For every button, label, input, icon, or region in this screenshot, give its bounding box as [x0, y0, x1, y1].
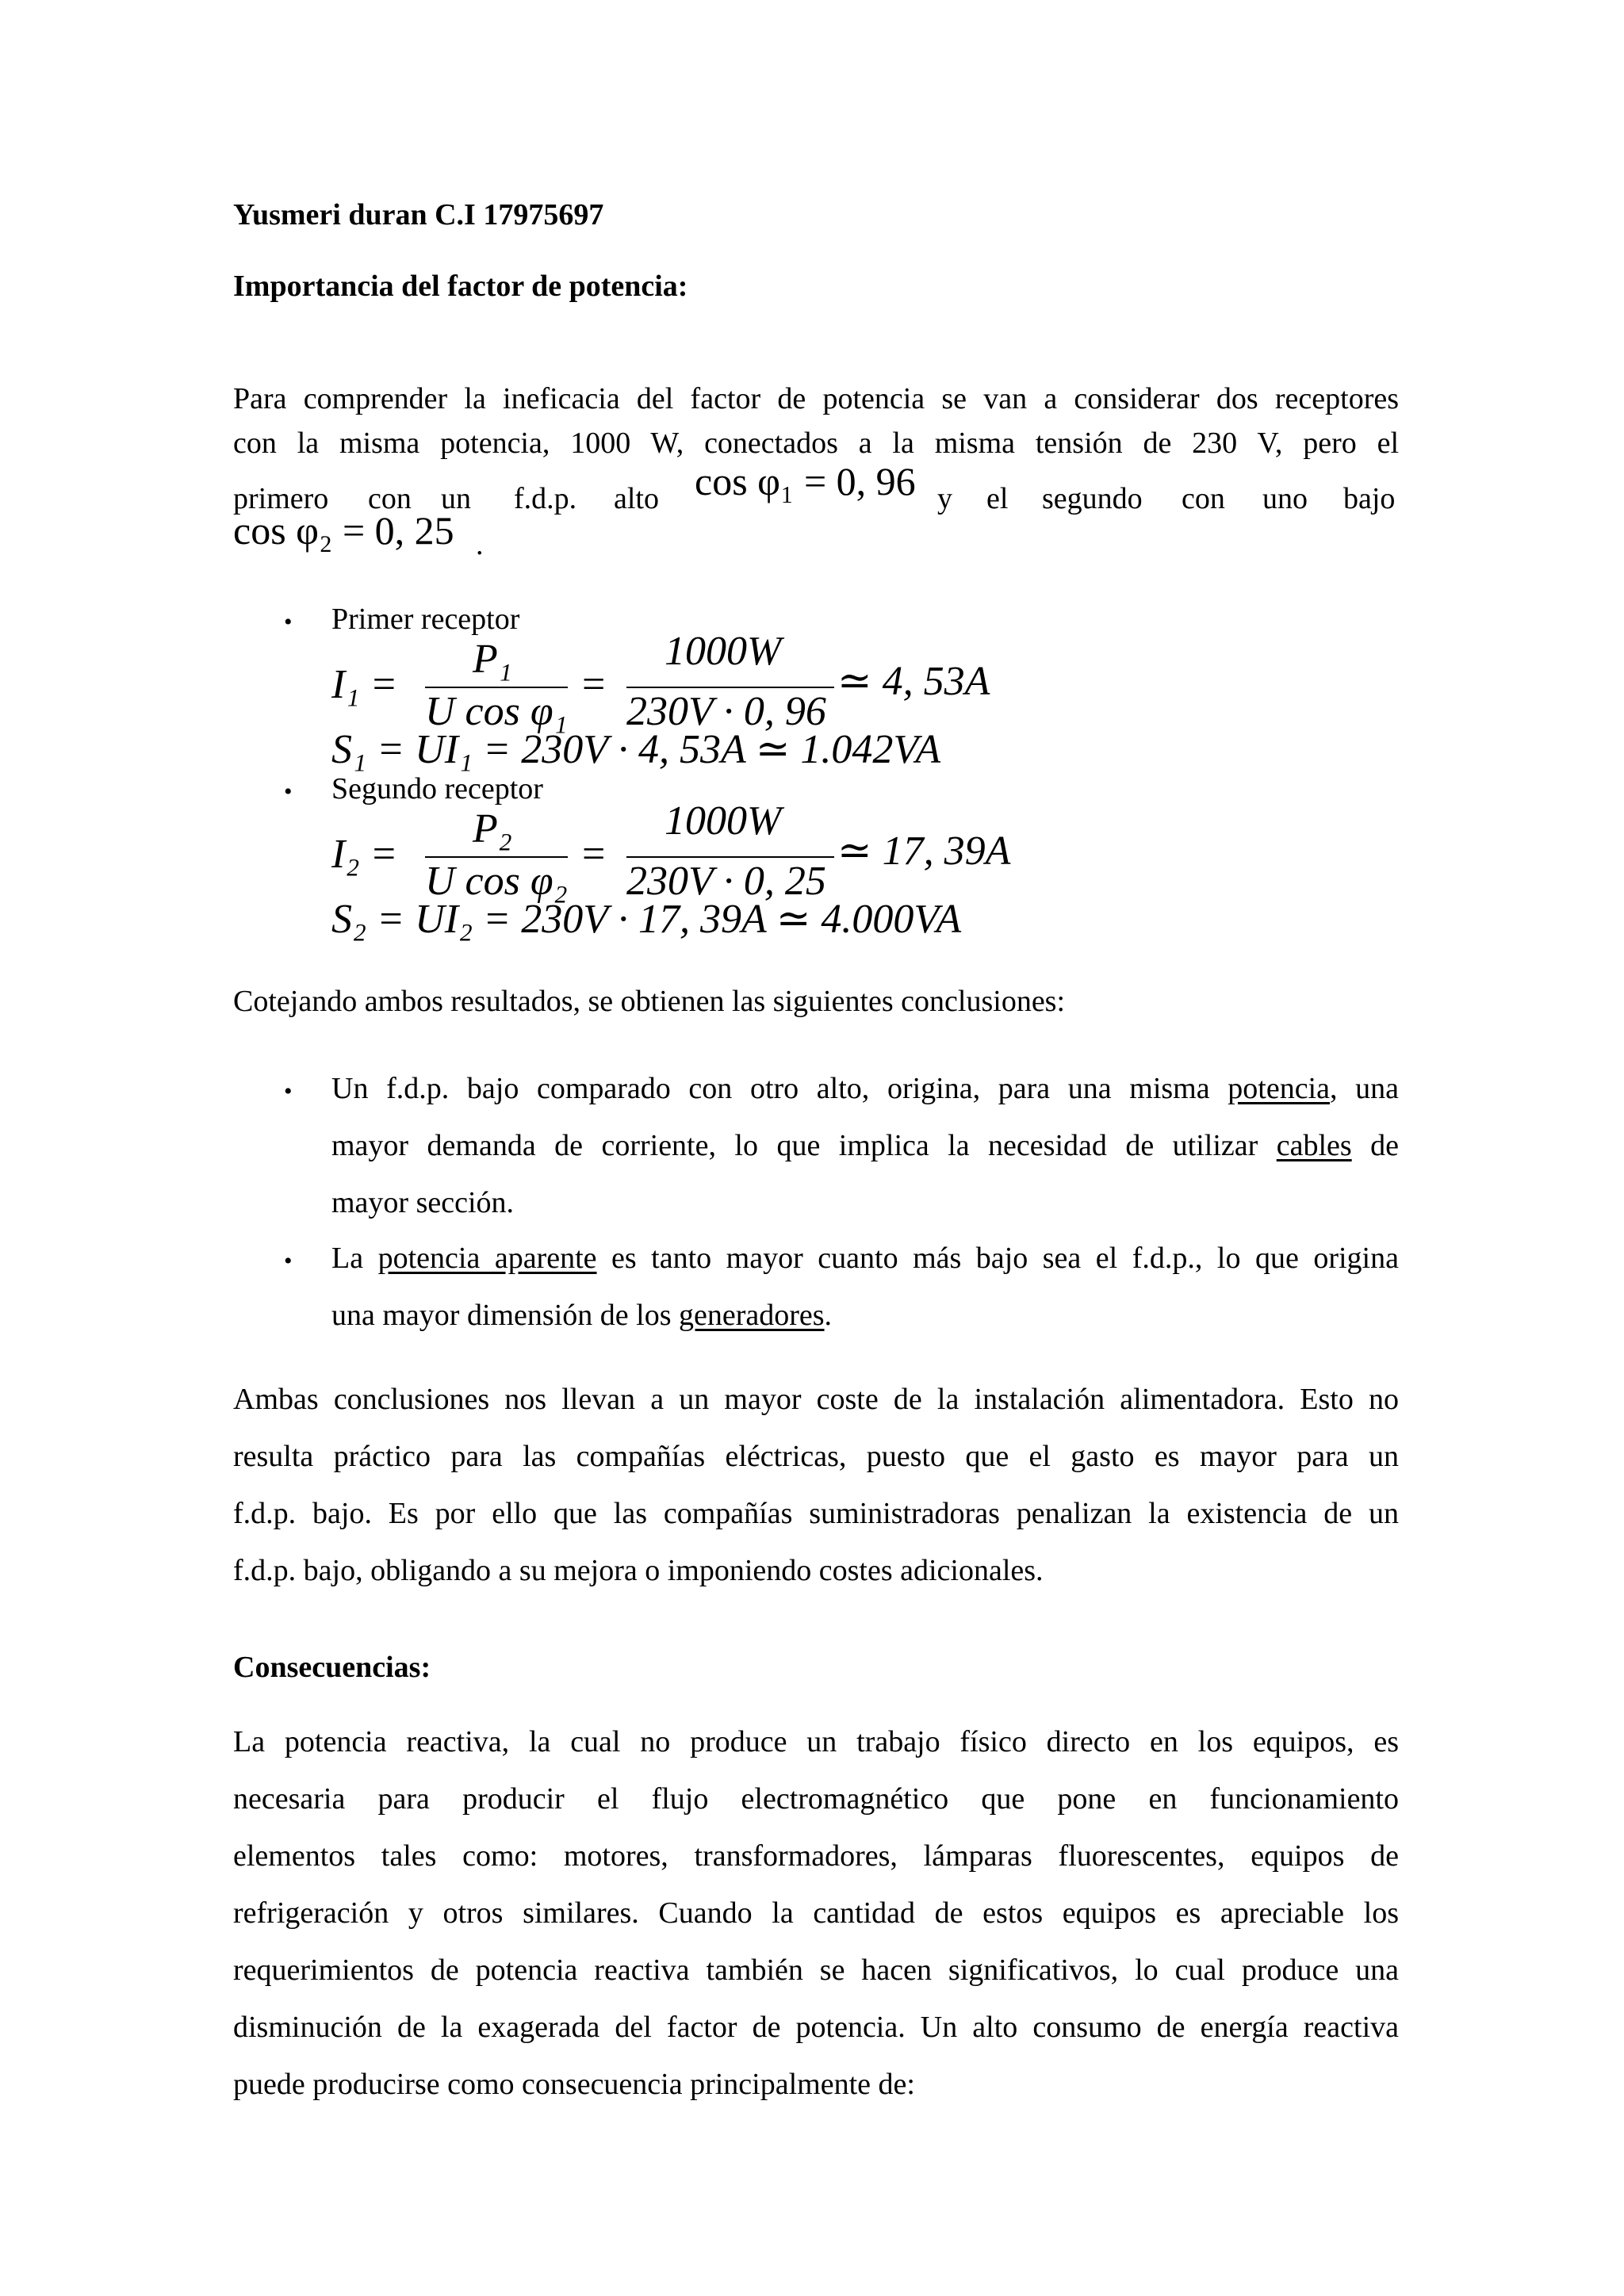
receptor-2-frac2-den: 230V · 0, 25: [626, 859, 826, 904]
para2-line-4: f.d.p. bajo, obligando a su mejora o imponiendo costes adicionales.: [233, 1554, 1044, 1587]
receptor-1-frac1-num: P₁: [473, 637, 512, 682]
equals-sign: =: [582, 832, 606, 877]
receptor-1-current-result: ≃ 4, 53A: [837, 659, 990, 704]
receptor-2-label: Segundo receptor: [331, 772, 543, 806]
receptor-1-current-lhs: I₁ =: [331, 662, 398, 707]
bullet-dot: •: [284, 779, 293, 805]
receptor-2-current-lhs: I₂ =: [331, 832, 398, 877]
section-title-consecuencias: Consecuencias:: [233, 1651, 431, 1684]
section-title-importancia: Importancia del factor de potencia:: [233, 270, 688, 303]
consecuencias-line-7: puede producirse como consecuencia principalmente de:: [233, 2068, 915, 2101]
conclusions-lead: Cotejando ambos resultados, se obtienen las siguientes conclusiones:: [233, 985, 1066, 1018]
receptor-2-frac1-den: U cos φ₂: [425, 859, 568, 904]
fraction-bar: [626, 687, 834, 688]
receptor-1-frac2-num: 1000W: [665, 629, 782, 674]
consecuencias-line-1: La potencia reactiva, la cual no produce un trabajo físico directo en los equipos, es: [233, 1725, 1399, 1758]
equals-sign: =: [582, 662, 606, 707]
intro-word: con: [1182, 482, 1225, 515]
consecuencias-line-3: elementos tales como: motores, transformadores, lámparas fluorescentes, equipos de: [233, 1839, 1399, 1873]
para2-line-1: Ambas conclusiones nos llevan a un mayor coste de la instalación alimentadora. Esto no: [233, 1383, 1399, 1416]
intro-word: y: [937, 482, 952, 515]
author-line: Yusmeri duran C.I 17975697: [233, 198, 604, 232]
receptor-1-label: Primer receptor: [331, 603, 520, 636]
bullet-dot: •: [284, 1078, 293, 1104]
conclusion-2-line-1: La potencia aparente es tanto mayor cuanto más bajo sea el f.d.p., lo que origina: [331, 1242, 1399, 1275]
intro-word: alto: [614, 482, 659, 515]
fraction-bar: [425, 687, 568, 688]
intro-word: uno: [1262, 482, 1308, 515]
bullet-dot: •: [284, 1248, 293, 1274]
link-potencia-aparente[interactable]: potencia aparente: [377, 1242, 597, 1275]
intro-word: con: [368, 482, 412, 515]
receptor-2-frac1-num: P₂: [473, 806, 512, 851]
formula-cos-phi-2: cos φ₂ = 0, 25: [233, 508, 454, 553]
intro-line-4-end: .: [476, 528, 484, 561]
intro-word: el: [986, 482, 1009, 515]
receptor-2-current-result: ≃ 17, 39A: [837, 828, 1011, 874]
intro-word: segundo: [1042, 482, 1143, 515]
bullet-dot: •: [284, 609, 293, 635]
para2-line-2: resulta práctico para las compañías eléctricas, puesto que el gasto es mayor para un: [233, 1440, 1399, 1473]
para2-line-3: f.d.p. bajo. Es por ello que las compañías suministradoras penalizan la existencia de un: [233, 1497, 1399, 1530]
receptor-1-frac2-den: 230V · 0, 96: [626, 689, 826, 734]
conclusion-2-line-2: una mayor dimensión de los generadores.: [331, 1299, 833, 1332]
intro-word: bajo: [1343, 482, 1396, 515]
conclusion-1-line-2: mayor demanda de corriente, lo que implica la necesidad de utilizar cables de: [331, 1129, 1399, 1162]
consecuencias-line-4: refrigeración y otros similares. Cuando la cantidad de estos equipos es apreciable los: [233, 1896, 1399, 1930]
receptor-2-apparent-power: S₂ = UI₂ = 230V · 17, 39A ≃ 4.000VA: [331, 897, 962, 942]
link-cables[interactable]: cables: [1276, 1129, 1352, 1162]
link-generadores[interactable]: generadores: [678, 1299, 825, 1332]
formula-cos-phi-1: cos φ₁ = 0, 96: [695, 459, 916, 503]
consecuencias-line-2: necesaria para producir el flujo electromagnético que pone en funcionamiento: [233, 1782, 1399, 1816]
fraction-bar: [626, 856, 834, 858]
fraction-bar: [425, 856, 568, 858]
receptor-1-frac1-den: U cos φ₁: [425, 689, 568, 734]
receptor-1-apparent-power: S₁ = UI₁ = 230V · 4, 53A ≃ 1.042VA: [331, 727, 941, 772]
intro-line-1: Para comprender la ineficacia del factor de potencia se van a considerar dos receptores: [233, 382, 1399, 415]
consecuencias-line-5: requerimientos de potencia reactiva también se hacen significativos, lo cual produce una: [233, 1954, 1399, 1987]
link-potencia[interactable]: potencia: [1228, 1072, 1330, 1105]
receptor-2-frac2-num: 1000W: [665, 798, 782, 844]
consecuencias-line-6: disminución de la exagerada del factor de potencia. Un alto consumo de energía reactiva: [233, 2011, 1399, 2044]
conclusion-1-line-1: Un f.d.p. bajo comparado con otro alto, origina, para una misma potencia, una: [331, 1072, 1400, 1105]
conclusion-1-line-3: mayor sección.: [331, 1186, 515, 1219]
intro-word: primero: [233, 482, 329, 515]
intro-word: f.d.p.: [514, 482, 577, 515]
intro-line-2: con la misma potencia, 1000 W, conectados a la misma tensión de 230 V, pero el: [233, 427, 1399, 460]
intro-word: un: [441, 482, 471, 515]
